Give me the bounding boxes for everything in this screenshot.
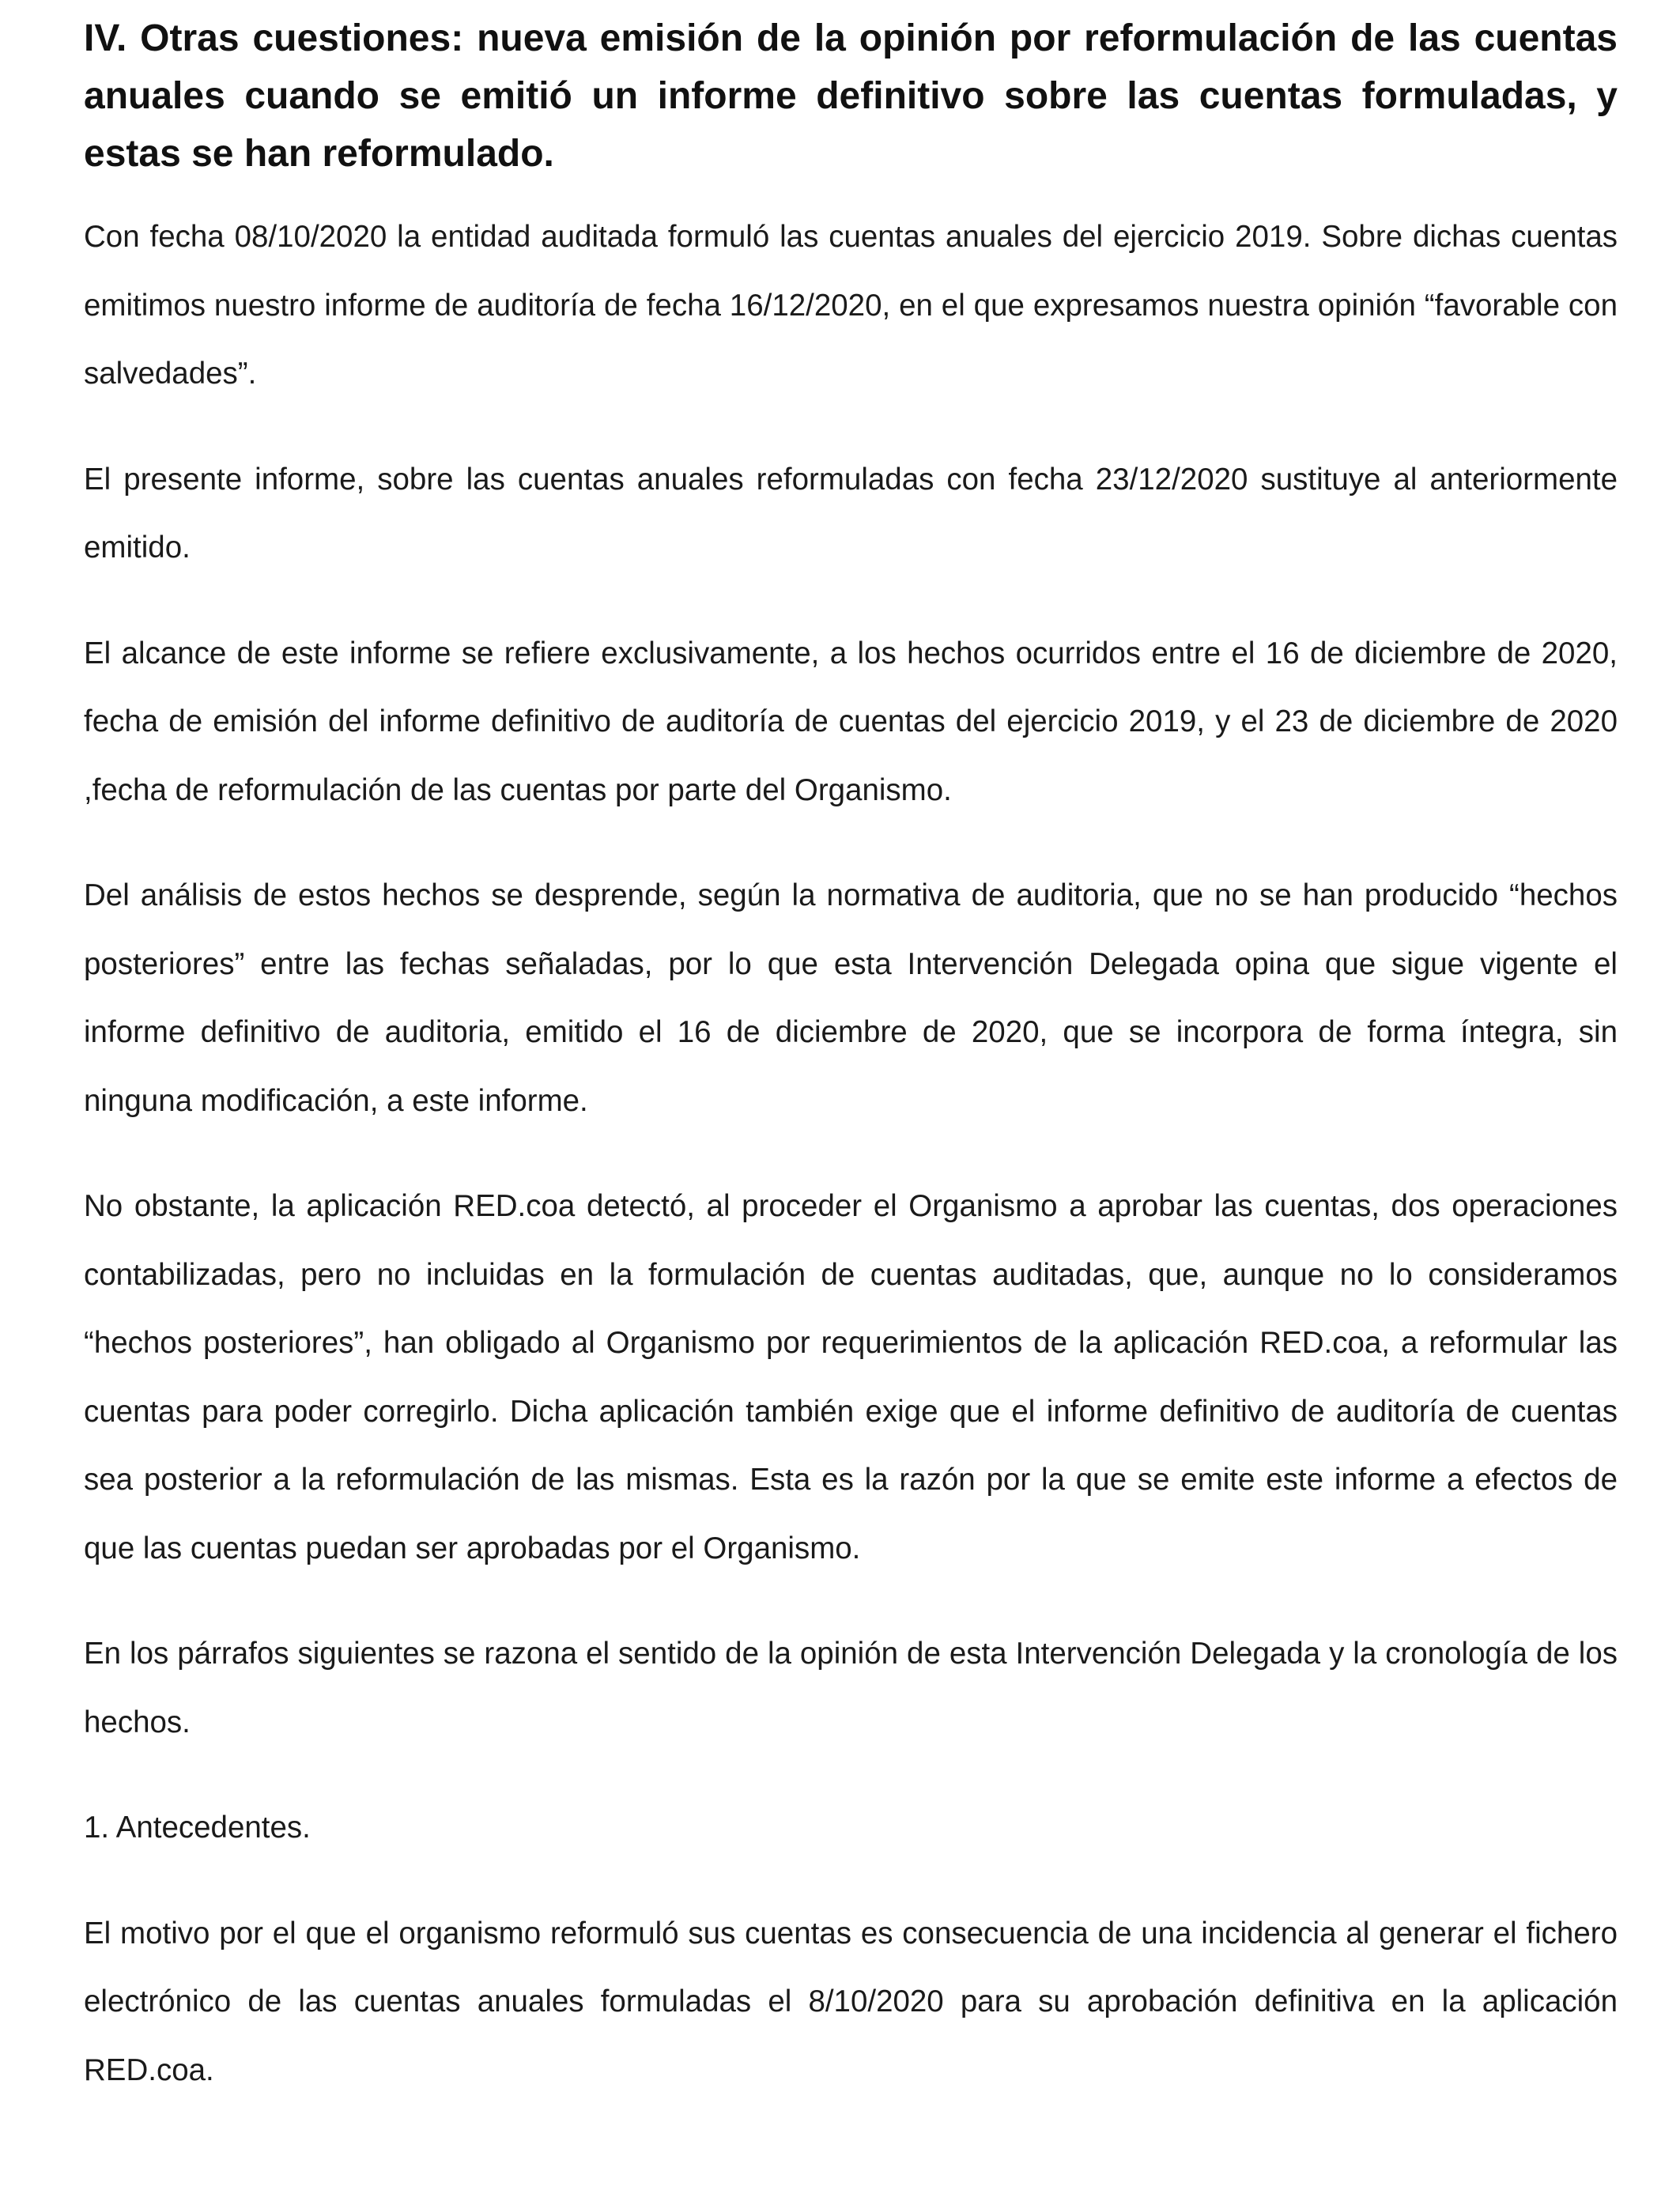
section-heading: IV. Otras cuestiones: nueva emisión de la opinión por reformulación de las cuentas anuales cuando se emitió un informe definitivo sobre las cuentas formuladas, y estas se han reformulado. — [84, 17, 1618, 175]
paragraph-analysis: Del análisis de estos hechos se desprende, según la normativa de auditoria, que no se han producido “hechos posteriores” entre las fechas señaladas, por lo que esta Intervención Delegada opina que sigue vigente el informe definitivo de auditoria, emitido el 16 de diciembre de 2020, que se incorpora de forma íntegra, sin ninguna modificación, a este informe. — [84, 878, 1618, 1118]
paragraph-motive: El motivo por el que el organismo reformuló sus cuentas es consecuencia de una incidencia al generar el fichero electrónico de las cuentas anuales formuladas el 8/10/2020 para su aprobación definitiva en la aplicación RED.coa. — [84, 1916, 1618, 2087]
paragraph-replacement: El presente informe, sobre las cuentas anuales reformuladas con fecha 23/12/2020 sustituye al anteriormente emitido. — [84, 462, 1618, 565]
paragraph-redcoa: No obstante, la aplicación RED.coa detectó, al proceder el Organismo a aprobar las cuentas, dos operaciones contabilizadas, pero no incluidas en la formulación de cuentas auditadas, que, aunque no lo consideramos “hechos posteriores”, han obligado al Organismo por requerimientos de la aplicación RED.coa, a reformular las cuentas para poder corregirlo. Dicha aplicación también exige que el informe definitivo de auditoría de cuentas sea posterior a la reformulación de las mismas. Esta es la razón por la que se emite este informe a efectos de que las cuentas puedan ser aprobadas por el Organismo. — [84, 1189, 1618, 1565]
paragraph-reasoning: En los párrafos siguientes se razona el sentido de la opinión de esta Intervención Delegada y la cronología de los hechos. — [84, 1637, 1618, 1739]
paragraph-formulation: Con fecha 08/10/2020 la entidad auditada formuló las cuentas anuales del ejercicio 2019. Sobre dichas cuentas emitimos nuestro informe de auditoría de fecha 16/12/2020, en el que expresamos nuestra opinión “favorable con salvedades”. — [84, 220, 1618, 391]
document-page — [84, 9, 1618, 2142]
subsection-heading-antecedentes: 1. Antecedentes. — [84, 1811, 311, 1845]
paragraph-scope: El alcance de este informe se refiere exclusivamente, a los hechos ocurridos entre el 16 de diciembre de 2020, fecha de emisión del informe definitivo de auditoría de cuentas del ejercicio 2019, y el 23 de diciembre de 2020 ,fecha de reformulación de las cuentas por parte del Organismo. — [84, 636, 1618, 807]
